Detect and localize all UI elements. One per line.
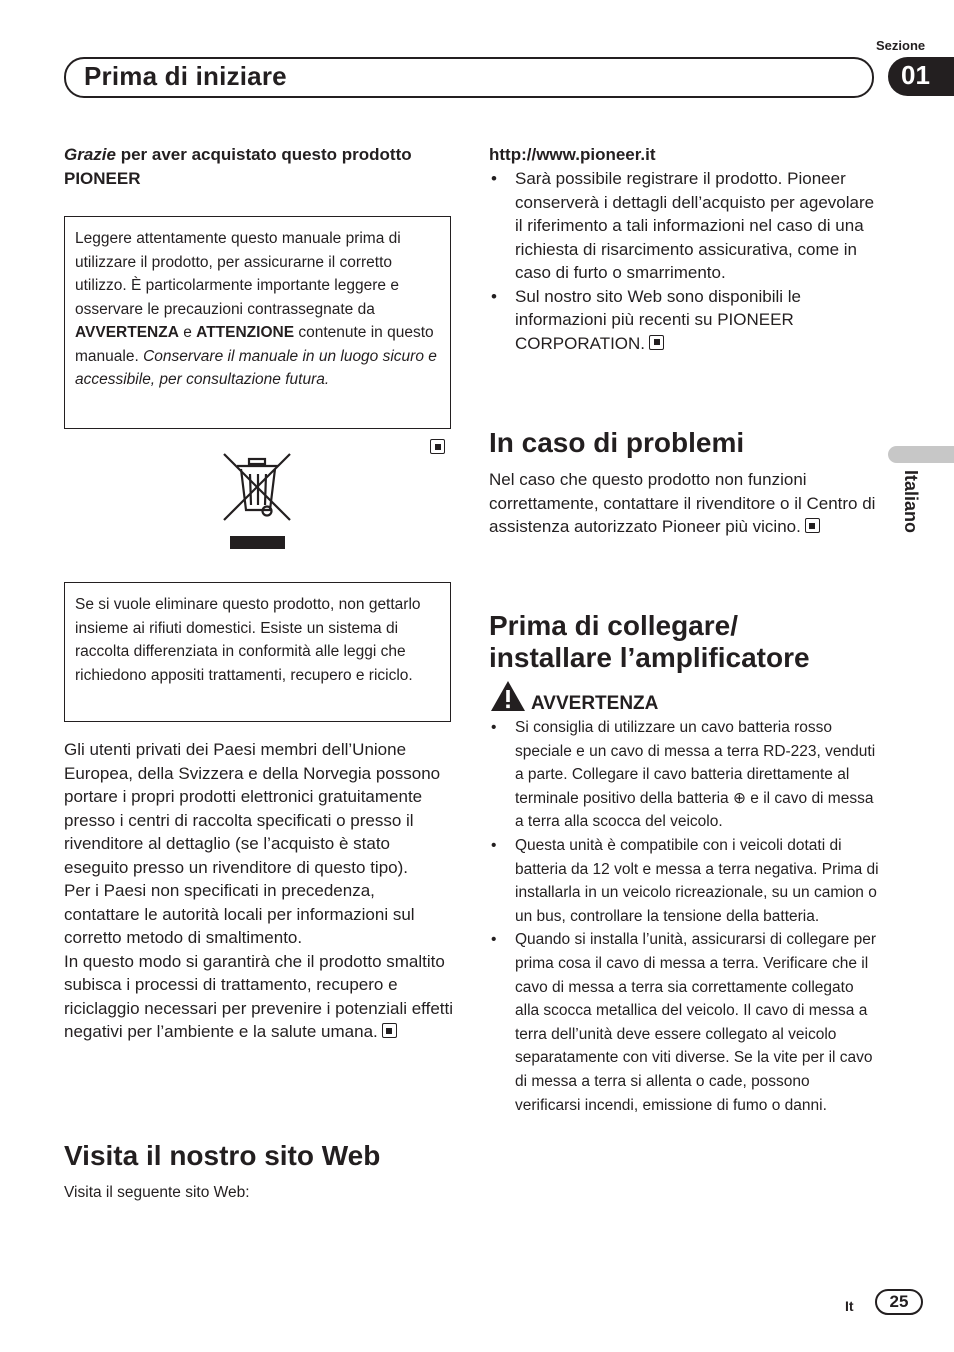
read-manual-notice [64,216,451,429]
amplifier-heading [489,610,879,674]
language-tab-label: Italiano [901,470,921,534]
warning-label: AVVERTENZA [531,693,659,714]
web-heading: Visita il nostro sito Web [64,1140,381,1171]
list-item: • Quando si installa l’unità, assicurarsi di collegare per prima cosa il cavo di messa a terra. Verificare che il cavo di messa a terra sia correttamente collegato alla scocca metallica del veicolo. Il cavo di messa a terra dell’unità deve essere collegato al veicolo separatamente con viti diverse. Se la vite per il cavo di messa a terra si allenta o cade, possono verificarsi incendi, emissione di fumo o danni. [489,928,879,1117]
caution-word: ATTENZIONE [196,324,295,341]
disposal-notice: Se si vuole eliminare questo prodotto, non gettarlo insieme ai rifiuti domestici. Esiste un sistema di raccolta differenziata in conformità alle leggi che richiedono appositi trattamenti, recupero e riciclo. [64,582,451,722]
list-item: • Sarà possibile registrare il prodotto. Pioneer conserverà i dettagli dell’acquisto per agevolare il riferimento a tali informazioni nel caso di una richiesta di risarcimento assicurativa, come in caso di furto o smarrimento. [489,167,879,285]
section-number: 01 [901,60,930,90]
notice-text-2: contenute in questo manuale. [75,324,434,365]
warning-list [489,716,879,1117]
web-intro: Visita il seguente sito Web: [64,1184,250,1201]
list-item-text: Sul nostro sito Web sono disponibili le informazioni più recenti su PIONEER CORPORATION. [515,286,802,353]
disposal-paragraph-3-text: In questo modo si garantirà che il prodotto smaltito subisca i processi di trattamento, recupero e riciclaggio necessari per prevenire i potenziali effetti negativi per l’ambiente e la salute umana. [64,951,453,1041]
notice-italic: Conservare il manuale in un luogo sicuro e accessibile, per consultazione futura. [75,347,437,388]
language-tab-bar [888,446,954,463]
notice-text: Leggere attentamente questo manuale prima di utilizzare il prodotto, per assicurarne il corretto utilizzo. È particolarmente importante leggere e osservare le precauzioni contrassegnate da [75,230,401,318]
website-url: http://www.pioneer.it [489,145,656,164]
warning-word: AVVERTENZA [75,324,179,341]
disposal-paragraph-3 [64,950,454,1044]
warning-triangle-icon [490,680,526,712]
page-number: 25 [875,1289,923,1315]
problems-text [489,468,879,539]
problems-text-body: Nel caso che questo prodotto non funzioni correttamente, contattare il rivenditore o il Centro di assistenza autorizzato Pioneer più vicino. [489,470,876,536]
notice-and: e [178,324,197,341]
crossed-out-wheeled-bin-icon [220,450,295,552]
end-mark-icon [382,1023,397,1038]
disposal-paragraph-2: Per i Paesi non specificati in precedenza, contattare le autorità locali per informazioni sul corretto metodo di smaltimento. [64,881,415,947]
thanks-heading [64,143,454,191]
amplifier-heading-line-2: installare l’amplificatore [489,642,810,673]
disposal-body [64,738,454,1044]
section-label: Sezione [876,38,926,53]
list-item: • Si consiglia di utilizzare un cavo batteria rosso speciale e un cavo di messa a terra RD-223, venduti a parte. Collegare il cavo batteria direttamente al terminale positivo della batteria ⊕ e il cavo di messa a terra alla scocca del veicolo. [489,716,879,834]
section-number-tab [888,57,954,96]
problems-heading: In caso di problemi [489,427,745,458]
page-title: Prima di iniziare [84,61,287,91]
disposal-paragraph-1: Gli utenti privati dei Paesi membri dell’Unione Europea, della Svizzera e della Norvegia possono portare i propri prodotti elettronici gratuitamente presso i centri di raccolta specificati o presso il rivenditore al dettaglio (se l’acquisto è stato eseguito presso un rivenditore di questo tipo). [64,740,441,877]
list-item: • Questa unità è compatibile con i veicoli dotati di batteria da 12 volt e messa a terra negativa. Prima di installarla in un veicolo ricreazionale, su un camion o un bus, controllare la tensione della batteria. [489,834,879,928]
end-mark-icon [805,518,820,533]
end-mark-icon [430,439,445,454]
list-item [489,285,879,356]
web-benefits-list [489,167,879,355]
amplifier-heading-line-1: Prima di collegare/ [489,610,738,641]
footer-language-code: It [845,1298,854,1314]
thanks-italic: Grazie [64,145,116,164]
thanks-rest: per aver acquistato questo prodotto PIONEER [64,145,412,188]
end-mark-icon [649,335,664,350]
